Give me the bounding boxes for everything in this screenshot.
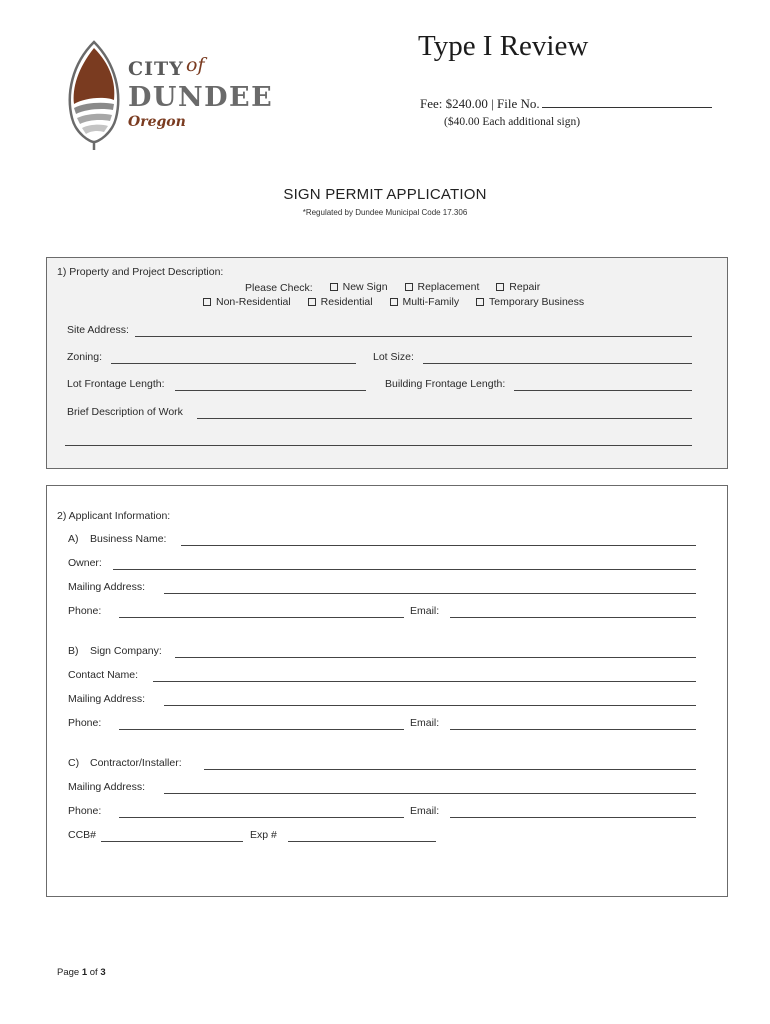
- lot-size-field[interactable]: [423, 363, 692, 364]
- page-number: [57, 967, 106, 978]
- c-email-label: Email:: [410, 805, 440, 817]
- logo-of-word: of: [186, 54, 205, 76]
- building-frontage-label: Building Frontage Length:: [385, 378, 506, 390]
- option-label: Residential: [320, 296, 373, 308]
- a-mailing-address-field[interactable]: [164, 593, 696, 594]
- contact-name-field[interactable]: [153, 681, 696, 682]
- checkbox[interactable]: [405, 283, 413, 291]
- owner-field[interactable]: [113, 569, 696, 570]
- exp-field[interactable]: [288, 841, 436, 842]
- applicant-info-section: [46, 485, 728, 897]
- section1-heading: 1) Property and Project Description:: [57, 266, 224, 278]
- logo-city-name: DUNDEE: [128, 82, 274, 113]
- option-label: New Sign: [342, 281, 388, 293]
- option-label: Non-Residential: [216, 296, 291, 308]
- logo-state: Oregon: [128, 114, 186, 130]
- b-mailing-address-label: Mailing Address:: [68, 693, 146, 705]
- option-label: Multi-Family: [402, 296, 460, 308]
- page-word: Page: [57, 967, 80, 978]
- lot-size-label: Lot Size:: [373, 351, 414, 363]
- site-address-field[interactable]: [135, 336, 692, 337]
- site-address-label: Site Address:: [67, 324, 129, 336]
- property-project-section: [46, 257, 728, 469]
- business-name-label: Business Name:: [90, 533, 167, 545]
- building-frontage-field[interactable]: [514, 390, 692, 391]
- a-email-label: Email:: [410, 605, 440, 617]
- c-email-field[interactable]: [450, 817, 696, 818]
- zoning-label: Zoning:: [67, 351, 103, 363]
- c-phone-field[interactable]: [119, 817, 404, 818]
- checkbox[interactable]: [330, 283, 338, 291]
- option-multi-family[interactable]: [390, 296, 460, 308]
- a-label: A): [68, 533, 79, 545]
- a-phone-field[interactable]: [119, 617, 404, 618]
- check-row-1: [245, 281, 554, 294]
- option-label: Replacement: [417, 281, 480, 293]
- b-email-field[interactable]: [450, 729, 696, 730]
- checkbox[interactable]: [496, 283, 504, 291]
- file-number-field[interactable]: [542, 96, 712, 108]
- b-phone-field[interactable]: [119, 729, 404, 730]
- ccb-label: CCB#: [68, 829, 97, 841]
- business-name-field[interactable]: [181, 545, 696, 546]
- option-residential[interactable]: [308, 296, 373, 308]
- brief-description-field-line2[interactable]: [65, 445, 692, 446]
- exp-label: Exp #: [250, 829, 277, 841]
- brief-description-field[interactable]: [197, 418, 692, 419]
- fee-line: [420, 96, 712, 112]
- sign-company-field[interactable]: [175, 657, 696, 658]
- option-new-sign[interactable]: [330, 281, 388, 293]
- logo-city-word: CITY: [128, 58, 184, 80]
- lot-frontage-field[interactable]: [175, 390, 366, 391]
- page-total: 3: [100, 967, 106, 978]
- a-phone-label: Phone:: [68, 605, 102, 617]
- b-email-label: Email:: [410, 717, 440, 729]
- c-phone-label: Phone:: [68, 805, 102, 817]
- option-replacement[interactable]: [405, 281, 480, 293]
- checkbox[interactable]: [308, 298, 316, 306]
- b-mailing-address-field[interactable]: [164, 705, 696, 706]
- b-label: B): [68, 645, 79, 657]
- a-email-field[interactable]: [450, 617, 696, 618]
- zoning-field[interactable]: [111, 363, 356, 364]
- c-label: C): [68, 757, 80, 769]
- owner-label: Owner:: [68, 557, 102, 569]
- fee-note: ($40.00 Each additional sign): [444, 116, 581, 128]
- contact-name-label: Contact Name:: [68, 669, 139, 681]
- page-subtitle: *Regulated by Dundee Municipal Code 17.306: [302, 208, 468, 217]
- option-label: Repair: [509, 281, 541, 293]
- contractor-label: Contractor/Installer:: [90, 757, 182, 769]
- a-mailing-address-label: Mailing Address:: [68, 581, 146, 593]
- checkbox[interactable]: [390, 298, 398, 306]
- ccb-field[interactable]: [101, 841, 243, 842]
- page-current: 1: [81, 967, 88, 978]
- of-word: of: [89, 967, 98, 978]
- b-phone-label: Phone:: [68, 717, 102, 729]
- please-check-label: Please Check:: [245, 282, 313, 294]
- contractor-field[interactable]: [204, 769, 696, 770]
- brief-description-label: Brief Description of Work: [67, 406, 183, 418]
- page-title: SIGN PERMIT APPLICATION: [283, 186, 487, 203]
- review-title: Type I Review: [418, 30, 589, 62]
- checkbox[interactable]: [476, 298, 484, 306]
- fee-text: Fee: $240.00 | File No.: [420, 96, 540, 111]
- c-mailing-address-field[interactable]: [164, 793, 696, 794]
- option-temporary-business[interactable]: [476, 296, 584, 308]
- option-label: Temporary Business: [489, 296, 585, 308]
- checkbox[interactable]: [203, 298, 211, 306]
- city-logo: [58, 38, 298, 150]
- sign-company-label: Sign Company:: [90, 645, 162, 657]
- check-row-2: [203, 296, 598, 309]
- c-mailing-address-label: Mailing Address:: [68, 781, 146, 793]
- section2-heading: 2) Applicant Information:: [57, 510, 171, 522]
- option-repair[interactable]: [496, 281, 540, 293]
- lot-frontage-label: Lot Frontage Length:: [67, 378, 165, 390]
- option-non-residential[interactable]: [203, 296, 291, 308]
